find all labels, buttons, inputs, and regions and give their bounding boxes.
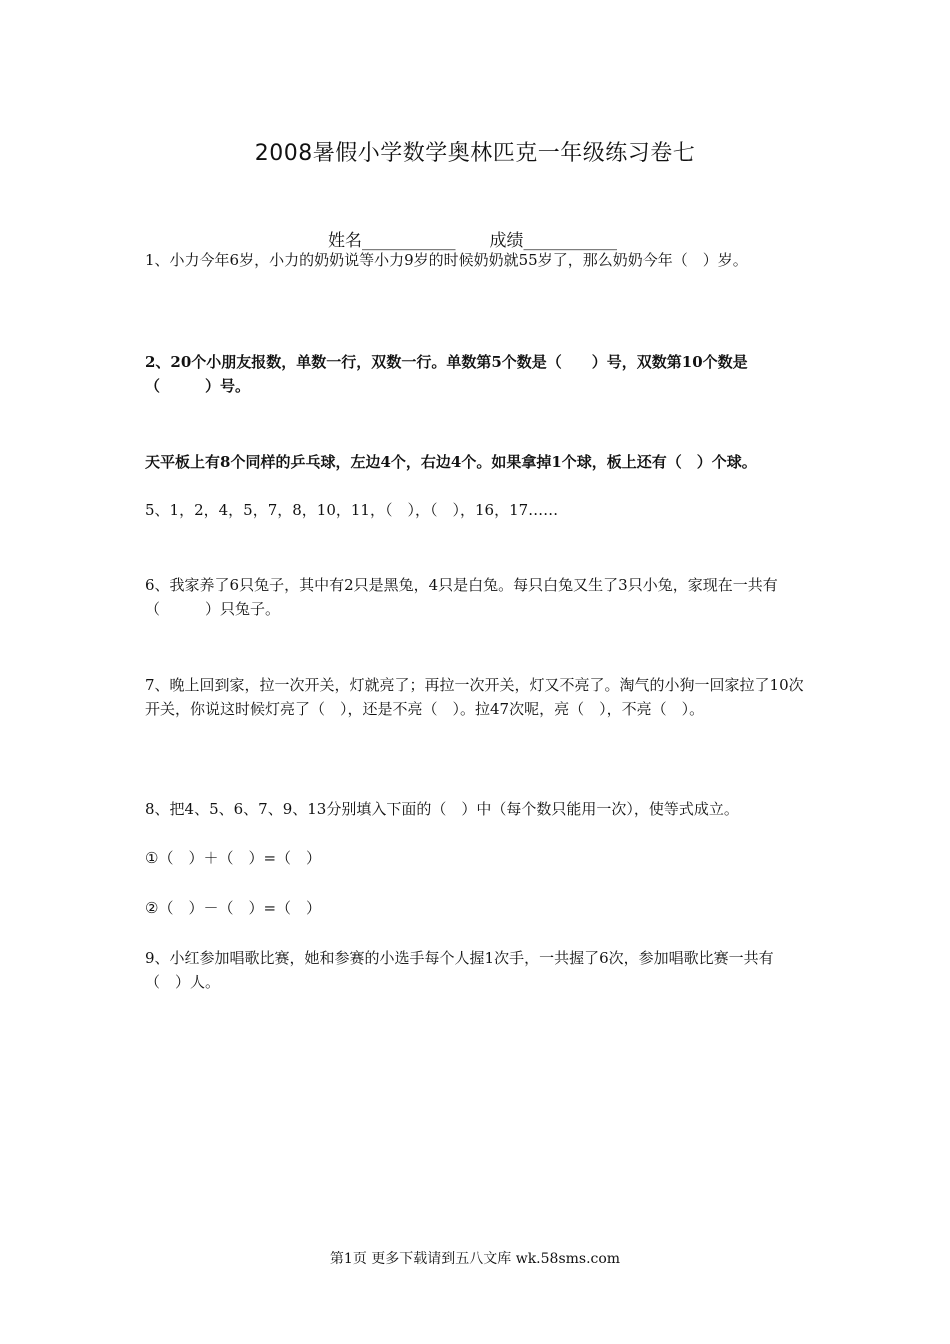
question-8: 8、把4、5、6、7、9、13分别填入下面的（ ）中（每个数只能用一次），使等式成立。 [145,800,739,818]
question-7: 7、晚上回到家，拉一次开关，灯就亮了；再拉一次开关，灯又不亮了。淘气的小狗一回家拉了10次开关，你说这时候灯亮了（ ），还是不亮（ ）。拉47次呢，亮（ ），不亮（ ）。 [145,676,804,718]
name-field-label: 姓名___________ [328,231,456,251]
question-1: 1、小力今年6岁，小力的奶奶说等小力9岁的时候奶奶就55岁了，那么奶奶今年（ ）岁。 [145,251,748,269]
question-2: 2、20个小朋友报数，单数一行，双数一行。单数第5个数是（ ）号，双数第10个数是（ ）号。 [145,353,748,395]
question-3: 天平板上有8个同样的乒乓球，左边4个，右边4个。如果拿掉1个球，板上还有（ ）个球。 [145,453,757,471]
equation-1: ①（ ）＋（ ）=（ ） [145,849,322,867]
page-title: 2008暑假小学数学奥林匹克一年级练习卷七 [254,141,696,166]
score-field-label: 成绩___________ [489,231,617,251]
question-5: 5、1，2，4，5，7，8，10，11，（ ），（ ），16，17…… [145,501,559,519]
question-6: 6、我家养了6只兔子，其中有2只是黑兔，4只是白兔。每只白兔又生了3只小兔，家现在一共有（ ）只兔子。 [145,576,778,618]
question-9: 9、小红参加唱歌比赛，她和参赛的小选手每个人握1次手，一共握了6次，参加唱歌比赛一共有（ ）人。 [145,949,774,991]
page-footer: 第1页 更多下载请到五八文库 wk.58sms.com [329,1251,621,1267]
equation-2: ②（ ）－（ ）=（ ） [145,899,322,917]
